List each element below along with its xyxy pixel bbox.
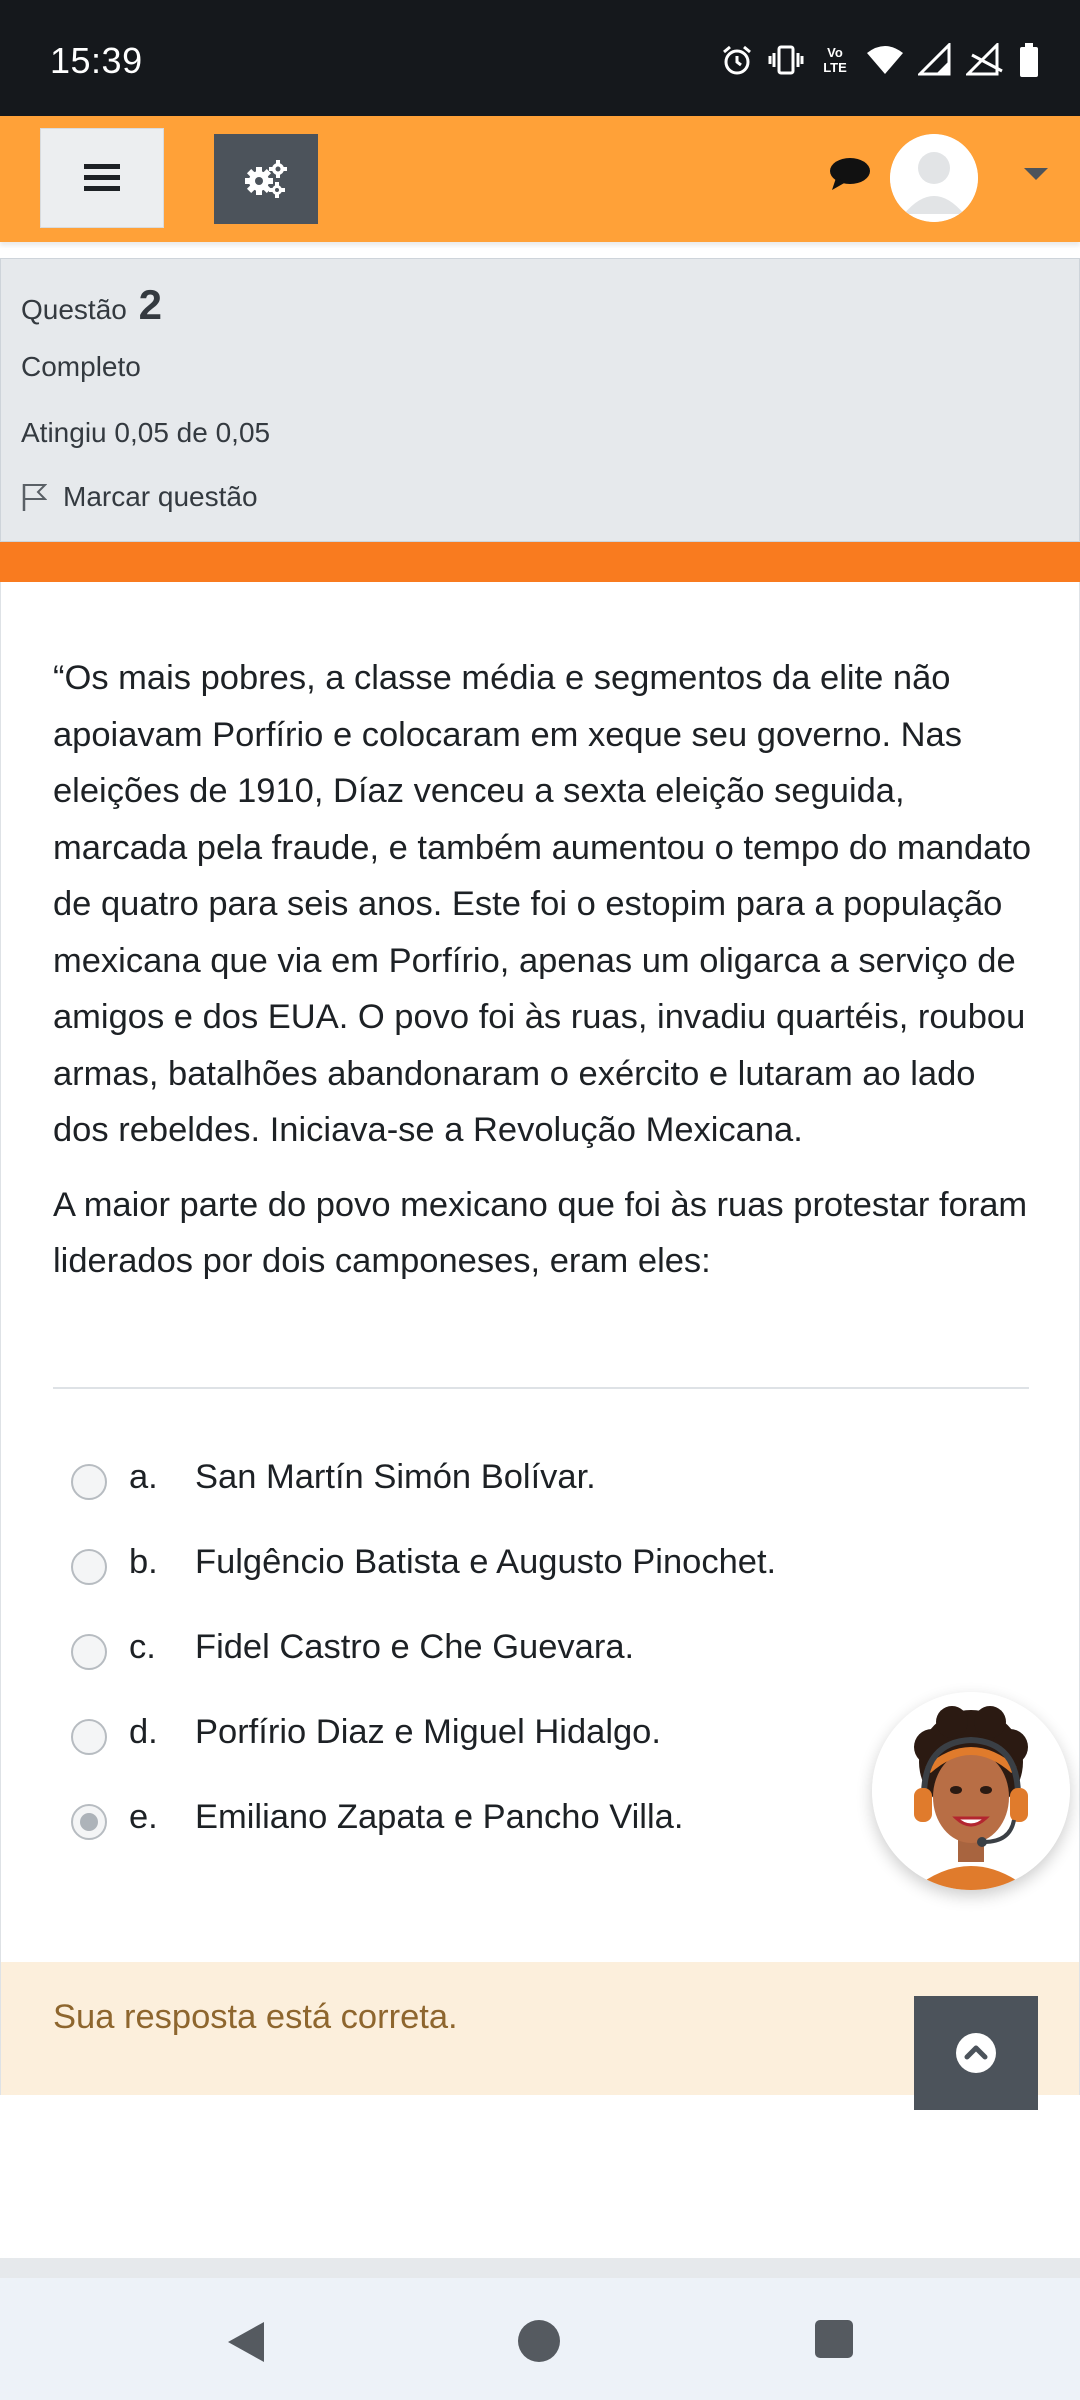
scroll-to-top-button[interactable]: [914, 1996, 1038, 2110]
flag-question-link[interactable]: [21, 481, 258, 513]
assistant-avatar-icon: [872, 1692, 1070, 1890]
radio-button[interactable]: [71, 1464, 107, 1500]
flag-question-label: Marcar questão: [63, 481, 258, 512]
question-prompt: A maior parte do povo mexicano que foi às ruas protestar foram liderados por dois camponeses, eram eles:: [53, 1185, 1028, 1280]
question-label: Questão: [21, 294, 127, 325]
back-icon[interactable]: [226, 2320, 266, 2364]
volte-icon: [818, 43, 852, 77]
separator: [53, 1387, 1029, 1389]
radio-button[interactable]: [71, 1549, 107, 1585]
caret-down-icon[interactable]: [1024, 168, 1048, 182]
answer-text: Emiliano Zapata e Pancho Villa.: [195, 1798, 684, 1836]
question-header-band: [0, 542, 1080, 582]
question-number-value: 2: [138, 281, 162, 328]
radio-button-selected[interactable]: [71, 1804, 107, 1840]
gears-icon: [244, 159, 288, 199]
question-paragraph: “Os mais pobres, a classe média e segmentos da elite não apoiavam Porfírio e colocaram em xeque seu governo. Nas eleições de 1910, Díaz venceu a sexta eleição seguida, marcada pela fraude, e também aumentou o tempo do mandato de quatro para seis anos. Este foi o estopim para a população mexicana que via em Porfírio, apenas um oligarca a serviço de amigos e dos EUA. O povo foi às ruas, invadiu quartéis, roubou armas, batalhões abandonaram o exército e lutaram ao lado dos rebeldes. Iniciava-se a Revolução Mexicana.: [53, 659, 1032, 1149]
question-number: [21, 281, 162, 329]
status-bar: [0, 0, 1080, 116]
answer-option-d[interactable]: [71, 1713, 971, 1798]
feedback-text: Sua resposta está correta.: [53, 1998, 458, 2036]
question-info: [0, 258, 1080, 542]
user-silhouette-icon: [890, 134, 978, 222]
radio-button[interactable]: [71, 1719, 107, 1755]
answer-text: Fulgêncio Batista e Augusto Pinochet.: [195, 1543, 777, 1581]
answer-text: San Martín Simón Bolívar.: [195, 1458, 596, 1496]
recents-icon[interactable]: [815, 2320, 853, 2358]
hamburger-icon: [84, 162, 120, 194]
settings-button[interactable]: [214, 134, 318, 224]
wifi-icon: [866, 43, 904, 77]
top-navbar: [0, 116, 1080, 242]
chat-bubble-icon[interactable]: [828, 154, 872, 194]
status-icons: [720, 38, 1040, 82]
answer-letter: d.: [129, 1713, 158, 1751]
menu-button[interactable]: [40, 128, 164, 228]
system-navigation-bar: [0, 2278, 1080, 2400]
answer-option-c[interactable]: [71, 1628, 971, 1713]
battery-icon: [1018, 42, 1040, 78]
chevron-up-icon: [955, 2032, 997, 2074]
alarm-icon: [720, 43, 754, 77]
no-signal-icon: [966, 43, 1004, 77]
status-time: 15:39: [50, 40, 143, 81]
answer-letter: c.: [129, 1628, 156, 1666]
home-icon[interactable]: [518, 2320, 560, 2362]
answer-option-a[interactable]: [71, 1458, 971, 1543]
avatar[interactable]: [890, 134, 978, 222]
question-text: [53, 650, 1033, 1290]
question-grade: Atingiu 0,05 de 0,05: [21, 417, 271, 448]
bottom-divider: [0, 2258, 1080, 2278]
answer-option-b[interactable]: [71, 1543, 971, 1628]
answer-letter: e.: [129, 1798, 158, 1836]
vibrate-icon: [768, 43, 804, 77]
signal-icon: [918, 43, 952, 77]
answer-letter: a.: [129, 1458, 158, 1496]
answer-list: [71, 1458, 971, 1883]
answer-text: Fidel Castro e Che Guevara.: [195, 1628, 635, 1666]
answer-text: Porfírio Diaz e Miguel Hidalgo.: [195, 1713, 661, 1751]
question-state: Completo: [21, 351, 141, 382]
svg-text:Vo: Vo: [827, 45, 843, 60]
answer-option-e[interactable]: [71, 1798, 971, 1883]
flag-icon: [21, 482, 47, 512]
radio-button[interactable]: [71, 1634, 107, 1670]
assistant-avatar[interactable]: [872, 1692, 1070, 1890]
svg-text:LTE: LTE: [823, 60, 847, 75]
answer-letter: b.: [129, 1543, 158, 1581]
